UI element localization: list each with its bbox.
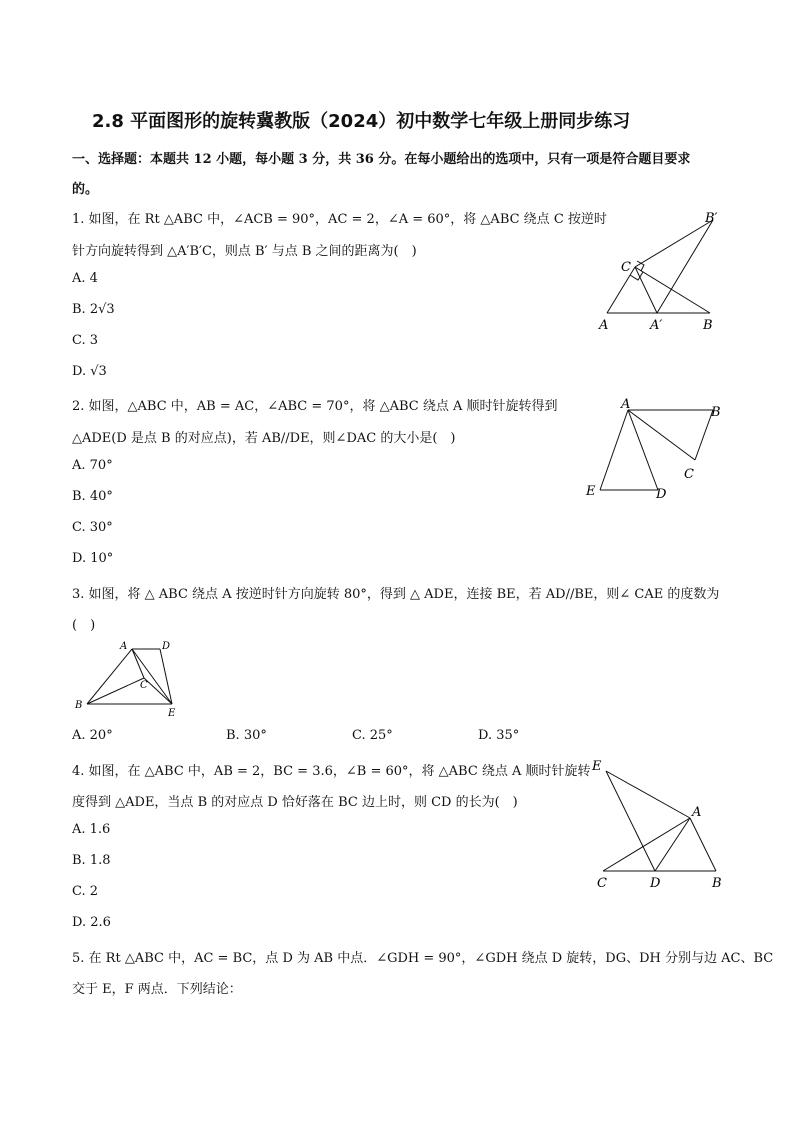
question-4-option-b[interactable]: B. 1.8 xyxy=(72,853,111,868)
question-2-option-c[interactable]: C. 30° xyxy=(72,520,113,535)
question-3-line2: ( ) xyxy=(72,618,96,633)
q3-seg-ab xyxy=(87,649,132,704)
q2-label-c: C xyxy=(684,467,694,482)
q4-label-d: D xyxy=(650,876,661,891)
q3-label-c: C xyxy=(140,680,148,691)
question-3-option-c[interactable]: C. 25° xyxy=(352,728,393,743)
q1-label-c: C xyxy=(621,260,631,275)
q1-label-b1: B′ xyxy=(705,211,718,226)
question-4-option-c[interactable]: C. 2 xyxy=(72,884,99,899)
q3-seg-ce xyxy=(144,678,172,704)
q3-label-d: D xyxy=(162,641,171,652)
question-1-line2: 针方向旋转得到 △A′B′C，则点 B′ 与点 B 之间的距离为( ) xyxy=(72,244,417,259)
question-4-figure xyxy=(588,753,733,893)
question-1-option-a[interactable]: A. 4 xyxy=(72,271,98,286)
question-1-option-d[interactable]: D. √3 xyxy=(72,364,107,379)
section-instruction-line1: 一、选择题：本题共 12 小题，每小题 3 分，共 36 分。在每小题给出的选项中，只有一项是符合题目要求 xyxy=(72,152,691,167)
q2-seg-ad xyxy=(628,410,658,490)
question-1-line1: 1. 如图，在 Rt △ABC 中，∠ACB = 90°，AC = 2，∠A = 60°，将 △ABC 绕点 C 按逆时 xyxy=(72,212,607,227)
q4-seg-ed xyxy=(606,771,655,871)
q4-seg-ab xyxy=(690,818,716,871)
question-3-figure xyxy=(72,638,187,720)
q4-label-c: C xyxy=(597,876,607,891)
question-2-option-a[interactable]: A. 70° xyxy=(72,458,113,473)
question-2-line1: 2. 如图，△ABC 中，AB = AC，∠ABC = 70°，将 △ABC 绕点 A 顺时针旋转得到 xyxy=(72,399,558,414)
q3-label-b: B xyxy=(75,700,83,711)
section-instruction-line2: 的。 xyxy=(72,182,99,197)
page-title: 2.8 平面图形的旋转冀教版（2024）初中数学七年级上册同步练习 xyxy=(92,111,631,132)
q1-seg-a1b1 xyxy=(657,220,713,313)
question-3-option-d[interactable]: D. 35° xyxy=(478,728,520,743)
question-1-figure xyxy=(595,205,730,335)
question-2-line2: △ADE(D 是点 B 的对应点)，若 AB//DE，则∠DAC 的大小是( ) xyxy=(72,431,456,446)
q1-label-b: B xyxy=(703,318,713,333)
q4-label-b: B xyxy=(712,876,722,891)
question-4-option-d[interactable]: D. 2.6 xyxy=(72,915,111,930)
q1-label-a1: A′ xyxy=(650,318,663,333)
question-4-line2: 度得到 △ADE，当点 B 的对应点 D 恰好落在 BC 边上时，则 CD 的长为( ) xyxy=(72,795,518,810)
q2-seg-ae xyxy=(600,410,628,490)
question-1-option-b[interactable]: B. 2√3 xyxy=(72,302,115,317)
question-5-line2: 交于 E，F 两点．下列结论： xyxy=(72,982,242,997)
q3-label-e: E xyxy=(168,708,176,719)
question-3-option-b[interactable]: B. 30° xyxy=(226,728,267,743)
question-5-line1: 5. 在 Rt △ABC 中，AC = BC，点 D 为 AB 中点．∠GDH = 90°，∠GDH 绕点 D 旋转，DG、DH 分别与边 AC、BC xyxy=(72,951,774,966)
q3-seg-bc xyxy=(87,678,144,704)
question-2-option-d[interactable]: D. 10° xyxy=(72,551,114,566)
q2-seg-ac xyxy=(628,410,695,460)
q4-label-e: E xyxy=(592,759,602,774)
q2-label-a: A xyxy=(621,397,631,412)
q2-label-e: E xyxy=(586,484,596,499)
question-4-option-a[interactable]: A. 1.6 xyxy=(72,822,111,837)
question-3-option-a[interactable]: A. 20° xyxy=(72,728,113,743)
question-4-line1: 4. 如图，在 △ABC 中，AB = 2，BC = 3.6，∠B = 60°，将 △ABC 绕点 A 顺时针旋转 xyxy=(72,764,591,779)
q2-label-b: B xyxy=(711,405,721,420)
q2-label-d: D xyxy=(656,487,667,502)
q4-label-a: A xyxy=(692,805,702,820)
q4-seg-ea xyxy=(606,771,690,818)
question-3-line1: 3. 如图，将 △ ABC 绕点 A 按逆时针方向旋转 80°，得到 △ ADE，连接 BE，若 AD//BE，则∠ CAE 的度数为 xyxy=(72,587,720,602)
q4-seg-ca xyxy=(603,818,690,871)
q3-label-a: A xyxy=(120,641,128,652)
q1-seg-cb1 xyxy=(635,220,713,267)
question-1-option-c[interactable]: C. 3 xyxy=(72,333,99,348)
question-2-option-b[interactable]: B. 40° xyxy=(72,489,113,504)
question-2-figure xyxy=(580,395,730,505)
q4-seg-ad xyxy=(655,818,690,871)
q1-label-a: A xyxy=(599,318,609,333)
